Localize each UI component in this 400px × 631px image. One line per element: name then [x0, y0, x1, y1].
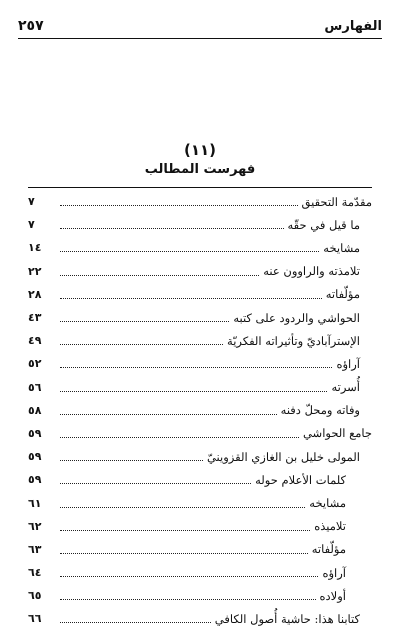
toc-entry	[28, 376, 372, 399]
toc-entry	[28, 352, 372, 375]
dot-leader	[60, 367, 332, 368]
dot-leader	[60, 251, 319, 252]
toc-entry	[28, 329, 372, 352]
toc-entry-page: ٥٨	[28, 403, 42, 417]
dot-leader	[60, 460, 203, 461]
dot-leader	[60, 228, 284, 229]
dot-leader	[60, 391, 327, 392]
dot-leader	[60, 344, 223, 345]
toc-entry	[28, 236, 372, 259]
toc-entry	[28, 260, 372, 283]
toc-entry-page: ٥٩	[28, 450, 42, 464]
section-number: (١١)	[183, 141, 217, 159]
toc-entry-label: مقدّمة التحقيق	[301, 194, 372, 209]
dot-leader	[60, 275, 259, 276]
toc-entry-page: ٤٣	[28, 311, 42, 325]
dot-leader	[60, 553, 308, 554]
toc-entry	[28, 399, 372, 422]
dot-leader	[60, 530, 310, 531]
toc-entry-label: كلمات الأعلام حوله	[255, 472, 346, 487]
page-number: ٢٥٧	[18, 18, 44, 34]
table-of-contents	[28, 190, 372, 631]
toc-entry-page: ٦٤	[28, 566, 42, 580]
toc-entry	[28, 607, 372, 630]
toc-entry-label: المولى خليل بن الغازي القزوينيّ	[206, 449, 360, 464]
toc-entry-page: ٦٢	[28, 519, 42, 533]
dot-leader	[60, 622, 211, 623]
dot-leader	[60, 576, 318, 577]
toc-entry	[28, 561, 372, 584]
toc-entry-label: مشايخه	[323, 240, 360, 255]
toc-entry-label: آراؤه	[322, 565, 346, 580]
toc-entry-label: وفاته ومحلّ دفنه	[280, 403, 360, 418]
toc-entry-label: الحواشي والردود على كتبه	[233, 310, 360, 325]
toc-entry-label: أُسرته	[331, 380, 360, 395]
toc-entry-label: مؤلّفاته	[311, 542, 346, 557]
toc-entry-label: آراؤه	[336, 356, 360, 371]
toc-entry-page: ٢٨	[28, 287, 42, 301]
dot-leader	[60, 298, 322, 299]
toc-entry-page: ٢٢	[28, 264, 42, 278]
toc-entry	[28, 538, 372, 561]
toc-entry	[28, 306, 372, 329]
toc-entry-page: ٦٥	[28, 589, 42, 603]
dot-leader	[60, 599, 316, 600]
dot-leader	[60, 205, 298, 206]
toc-entry-label: جامع الحواشي	[302, 426, 372, 441]
toc-entry-label: ما قيل في حقّه	[287, 217, 360, 232]
toc-entry-page: ٦٦	[28, 612, 42, 626]
toc-entry	[28, 491, 372, 514]
dot-leader	[60, 321, 229, 322]
toc-entry-label: مشايخه	[309, 496, 346, 511]
toc-entry-page: ٥٩	[28, 426, 42, 440]
toc-entry-page: ٦١	[28, 496, 42, 510]
toc-entry	[28, 584, 372, 607]
toc-entry-label: الإسترآباديّ وتأثيراته الفكريّة	[227, 333, 360, 348]
title-rule	[28, 187, 372, 188]
toc-entry	[28, 515, 372, 538]
toc-entry-label: أولاده	[319, 588, 346, 603]
toc-entry-page: ٧	[28, 195, 35, 209]
toc-entry-page: ٥٢	[28, 357, 42, 371]
dot-leader	[60, 483, 251, 484]
dot-leader	[60, 507, 305, 508]
toc-entry-label: كتابنا هذا: حاشية أُصول الكافي	[214, 611, 360, 626]
toc-entry-page: ٧	[28, 218, 35, 232]
toc-entry-label: تلاميذه	[314, 519, 346, 534]
toc-entry-label: تلامذته والراوون عنه	[263, 264, 360, 279]
toc-entry-page: ٤٩	[28, 334, 42, 348]
toc-entry	[28, 422, 372, 445]
toc-entry	[28, 190, 372, 213]
running-header	[18, 14, 382, 39]
section-title: فهرست المطالب	[144, 162, 256, 177]
dot-leader	[60, 437, 299, 438]
toc-entry	[28, 213, 372, 236]
dot-leader	[60, 414, 277, 415]
toc-entry-page: ٥٦	[28, 380, 42, 394]
toc-entry-page: ٥٩	[28, 473, 42, 487]
toc-entry	[28, 468, 372, 491]
toc-entry	[28, 445, 372, 468]
toc-entry	[28, 283, 372, 306]
toc-entry-page: ١٤	[28, 241, 42, 255]
toc-entry-page: ٦٣	[28, 542, 42, 556]
toc-entry-label: مؤلّفاته	[325, 287, 360, 302]
running-title: الفهارس	[324, 18, 382, 34]
